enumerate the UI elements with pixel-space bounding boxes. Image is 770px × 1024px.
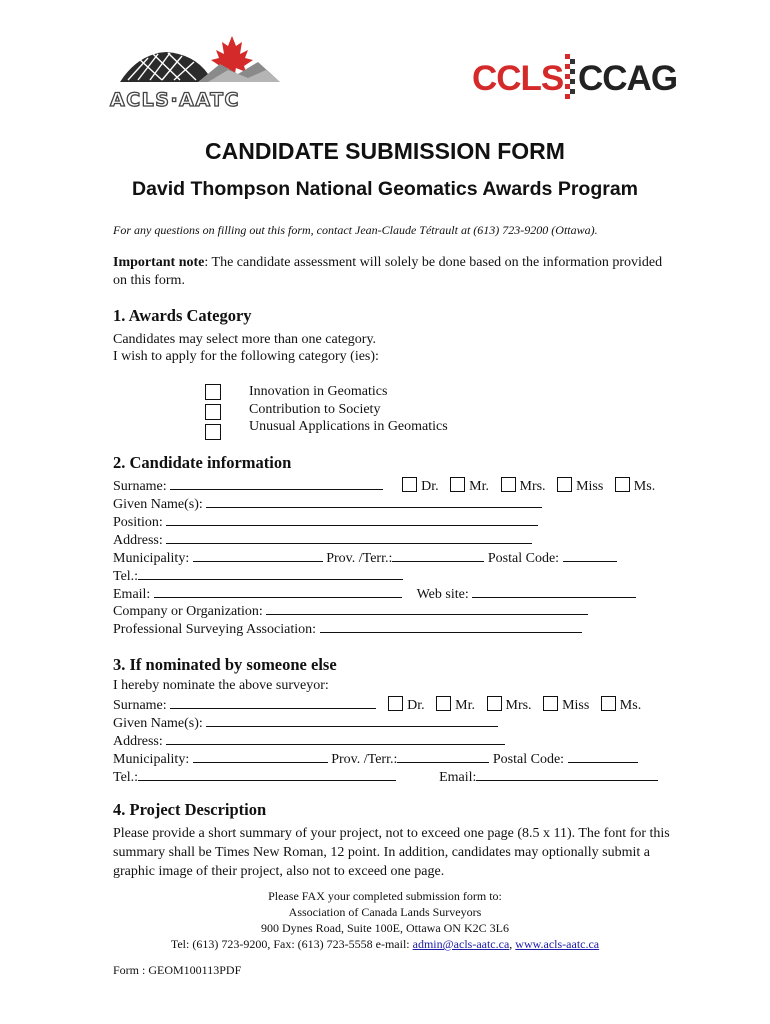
nominator-given-field[interactable] — [206, 714, 498, 727]
title-mrs: Mrs. — [519, 479, 546, 494]
contact-line: For any questions on filling out this form, contact Jean-Claude Tétrault at (613) 723-9200 (Ottawa). — [113, 223, 598, 237]
section-4-heading: 4. Project Description — [113, 800, 267, 819]
nominator-title-mrs: Mrs. — [505, 698, 532, 713]
program-subtitle: David Thompson National Geomatics Awards Program — [131, 178, 639, 200]
company-label: Company or Organization: — [113, 604, 263, 619]
checkbox-dr[interactable] — [402, 477, 417, 492]
nominator-checkbox-miss[interactable] — [543, 696, 558, 711]
nominator-checkbox-mr[interactable] — [436, 696, 451, 711]
nominator-municipality-row — [113, 750, 638, 768]
checkbox-mr[interactable] — [450, 477, 465, 492]
email-row — [113, 585, 636, 603]
municipality-label: Municipality: — [113, 551, 190, 566]
nominator-title-miss: Miss — [562, 698, 590, 713]
checkbox-ms[interactable] — [615, 477, 630, 492]
category-unusual: Unusual Applications in Geomatics — [249, 419, 448, 435]
email-link[interactable]: admin@acls-aatc.ca — [412, 937, 510, 951]
nominator-given-label: Given Name(s): — [113, 716, 203, 731]
municipality-field[interactable] — [193, 549, 323, 562]
title-miss: Miss — [576, 479, 604, 494]
checkbox-miss[interactable] — [557, 477, 572, 492]
fax-instructions — [0, 888, 770, 952]
form-code: Form : GEOM100113PDF — [113, 963, 242, 977]
footer-sep: , — [509, 937, 516, 951]
address-field[interactable] — [166, 531, 532, 544]
given-names-label: Given Name(s): — [113, 497, 203, 512]
nominator-tel-field[interactable] — [138, 768, 396, 781]
svg-text:CCAG: CCAG — [578, 59, 678, 98]
section-1-line2: I wish to apply for the following category (ies): — [113, 349, 379, 364]
footer-line3: 900 Dynes Road, Suite 100E, Ottawa ON K2C 3L6 — [261, 921, 509, 935]
important-note-label: Important note — [113, 255, 205, 270]
nominator-surname-field[interactable] — [170, 696, 376, 709]
checkbox-mrs[interactable] — [501, 477, 516, 492]
address-row — [113, 531, 532, 549]
email-label: Email: — [113, 587, 151, 602]
section-2-heading: 2. Candidate information — [113, 453, 292, 472]
tel-label: Tel.: — [113, 569, 139, 584]
ccls-ccag-logo — [470, 50, 678, 104]
important-note — [113, 254, 673, 290]
given-names-field[interactable] — [206, 495, 542, 508]
address-label: Address: — [113, 533, 163, 548]
category-contribution: Contribution to Society — [249, 401, 381, 417]
municipality-row — [113, 549, 617, 567]
nominator-prov-field[interactable] — [397, 750, 489, 763]
nominate-intro: I hereby nominate the above surveyor: — [113, 678, 329, 693]
svg-text:CCLS: CCLS — [472, 59, 564, 98]
nominator-checkbox-mrs[interactable] — [487, 696, 502, 711]
footer-tel-fax: Tel: (613) 723-9200, Fax: (613) 723-5558 e-mail: — [170, 937, 413, 951]
section-3-heading: 3. If nominated by someone else — [113, 655, 337, 674]
candidate-surname-row — [113, 477, 663, 495]
tel-field[interactable] — [138, 567, 403, 580]
tel-row — [113, 567, 403, 585]
nominator-postal-field[interactable] — [568, 750, 638, 763]
important-note-text: : The candidate assessment will solely be done based on the information provided on this form. — [113, 255, 663, 288]
nominator-prov-label: Prov. /Terr.: — [331, 752, 398, 767]
nominator-municipality-label: Municipality: — [113, 752, 190, 767]
footer-line2: Association of Canada Lands Surveyors — [288, 905, 482, 919]
checkbox-innovation[interactable] — [205, 384, 221, 400]
company-field[interactable] — [266, 602, 588, 615]
category-checkboxes — [205, 384, 221, 444]
nominator-checkbox-dr[interactable] — [388, 696, 403, 711]
website-link[interactable]: www.acls-aatc.ca — [515, 937, 600, 951]
website-field[interactable] — [472, 585, 636, 598]
nominator-address-row — [113, 732, 505, 750]
position-label: Position: — [113, 515, 163, 530]
section-1-line1: Candidates may select more than one category. — [113, 332, 377, 347]
surname-label: Surname: — [113, 479, 167, 494]
nominator-title-ms: Ms. — [619, 698, 642, 713]
association-row — [113, 620, 582, 638]
nominator-email-label: Email: — [439, 770, 477, 785]
association-field[interactable] — [320, 620, 582, 633]
nominator-given-row — [113, 714, 498, 732]
association-label: Professional Surveying Association: — [113, 622, 316, 637]
section-1-heading: 1. Awards Category — [113, 306, 252, 325]
surname-field[interactable] — [170, 477, 383, 490]
nominator-email-field[interactable] — [476, 768, 658, 781]
company-row — [113, 602, 588, 620]
postal-label: Postal Code: — [487, 551, 560, 566]
prov-field[interactable] — [392, 549, 484, 562]
svg-text:ACLS·AATC: ACLS·AATC — [110, 89, 240, 111]
nominator-address-field[interactable] — [166, 732, 505, 745]
given-names-row — [113, 495, 542, 513]
category-innovation: Innovation in Geomatics — [249, 384, 388, 399]
project-description-text: Please provide a short summary of your project, not to exceed one page (8.5 x 11). The font for this summary shall be Times New Roman, 12 point. In addition, candidates may optionally submit a graphic image of their project, also not to exceed one page. — [113, 826, 670, 879]
position-field[interactable] — [166, 513, 538, 526]
postal-field[interactable] — [563, 549, 617, 562]
nominator-title-mr: Mr. — [455, 698, 475, 713]
prov-label: Prov. /Terr.: — [326, 551, 393, 566]
form-title: CANDIDATE SUBMISSION FORM — [205, 138, 565, 164]
website-label: Web site: — [416, 587, 469, 602]
acls-aatc-logo — [108, 34, 288, 110]
footer-line4 — [0, 936, 770, 952]
nominator-title-dr: Dr. — [407, 698, 425, 713]
position-row — [113, 513, 538, 531]
nominator-tel-email-row — [113, 768, 658, 786]
title-mr: Mr. — [469, 479, 489, 494]
nominator-address-label: Address: — [113, 734, 163, 749]
title-ms: Ms. — [633, 479, 656, 494]
footer-line1: Please FAX your completed submission form to: — [268, 889, 502, 903]
checkbox-unusual[interactable] — [205, 424, 221, 440]
checkbox-contribution[interactable] — [205, 404, 221, 420]
nominator-surname-label: Surname: — [113, 698, 167, 713]
nominator-tel-label: Tel.: — [113, 770, 139, 785]
nominator-municipality-field[interactable] — [193, 750, 328, 763]
nominator-surname-row — [113, 696, 649, 714]
nominator-checkbox-ms[interactable] — [601, 696, 616, 711]
email-field[interactable] — [154, 585, 402, 598]
title-dr: Dr. — [421, 479, 439, 494]
nominator-postal-label: Postal Code: — [492, 752, 565, 767]
category-labels — [249, 383, 448, 436]
